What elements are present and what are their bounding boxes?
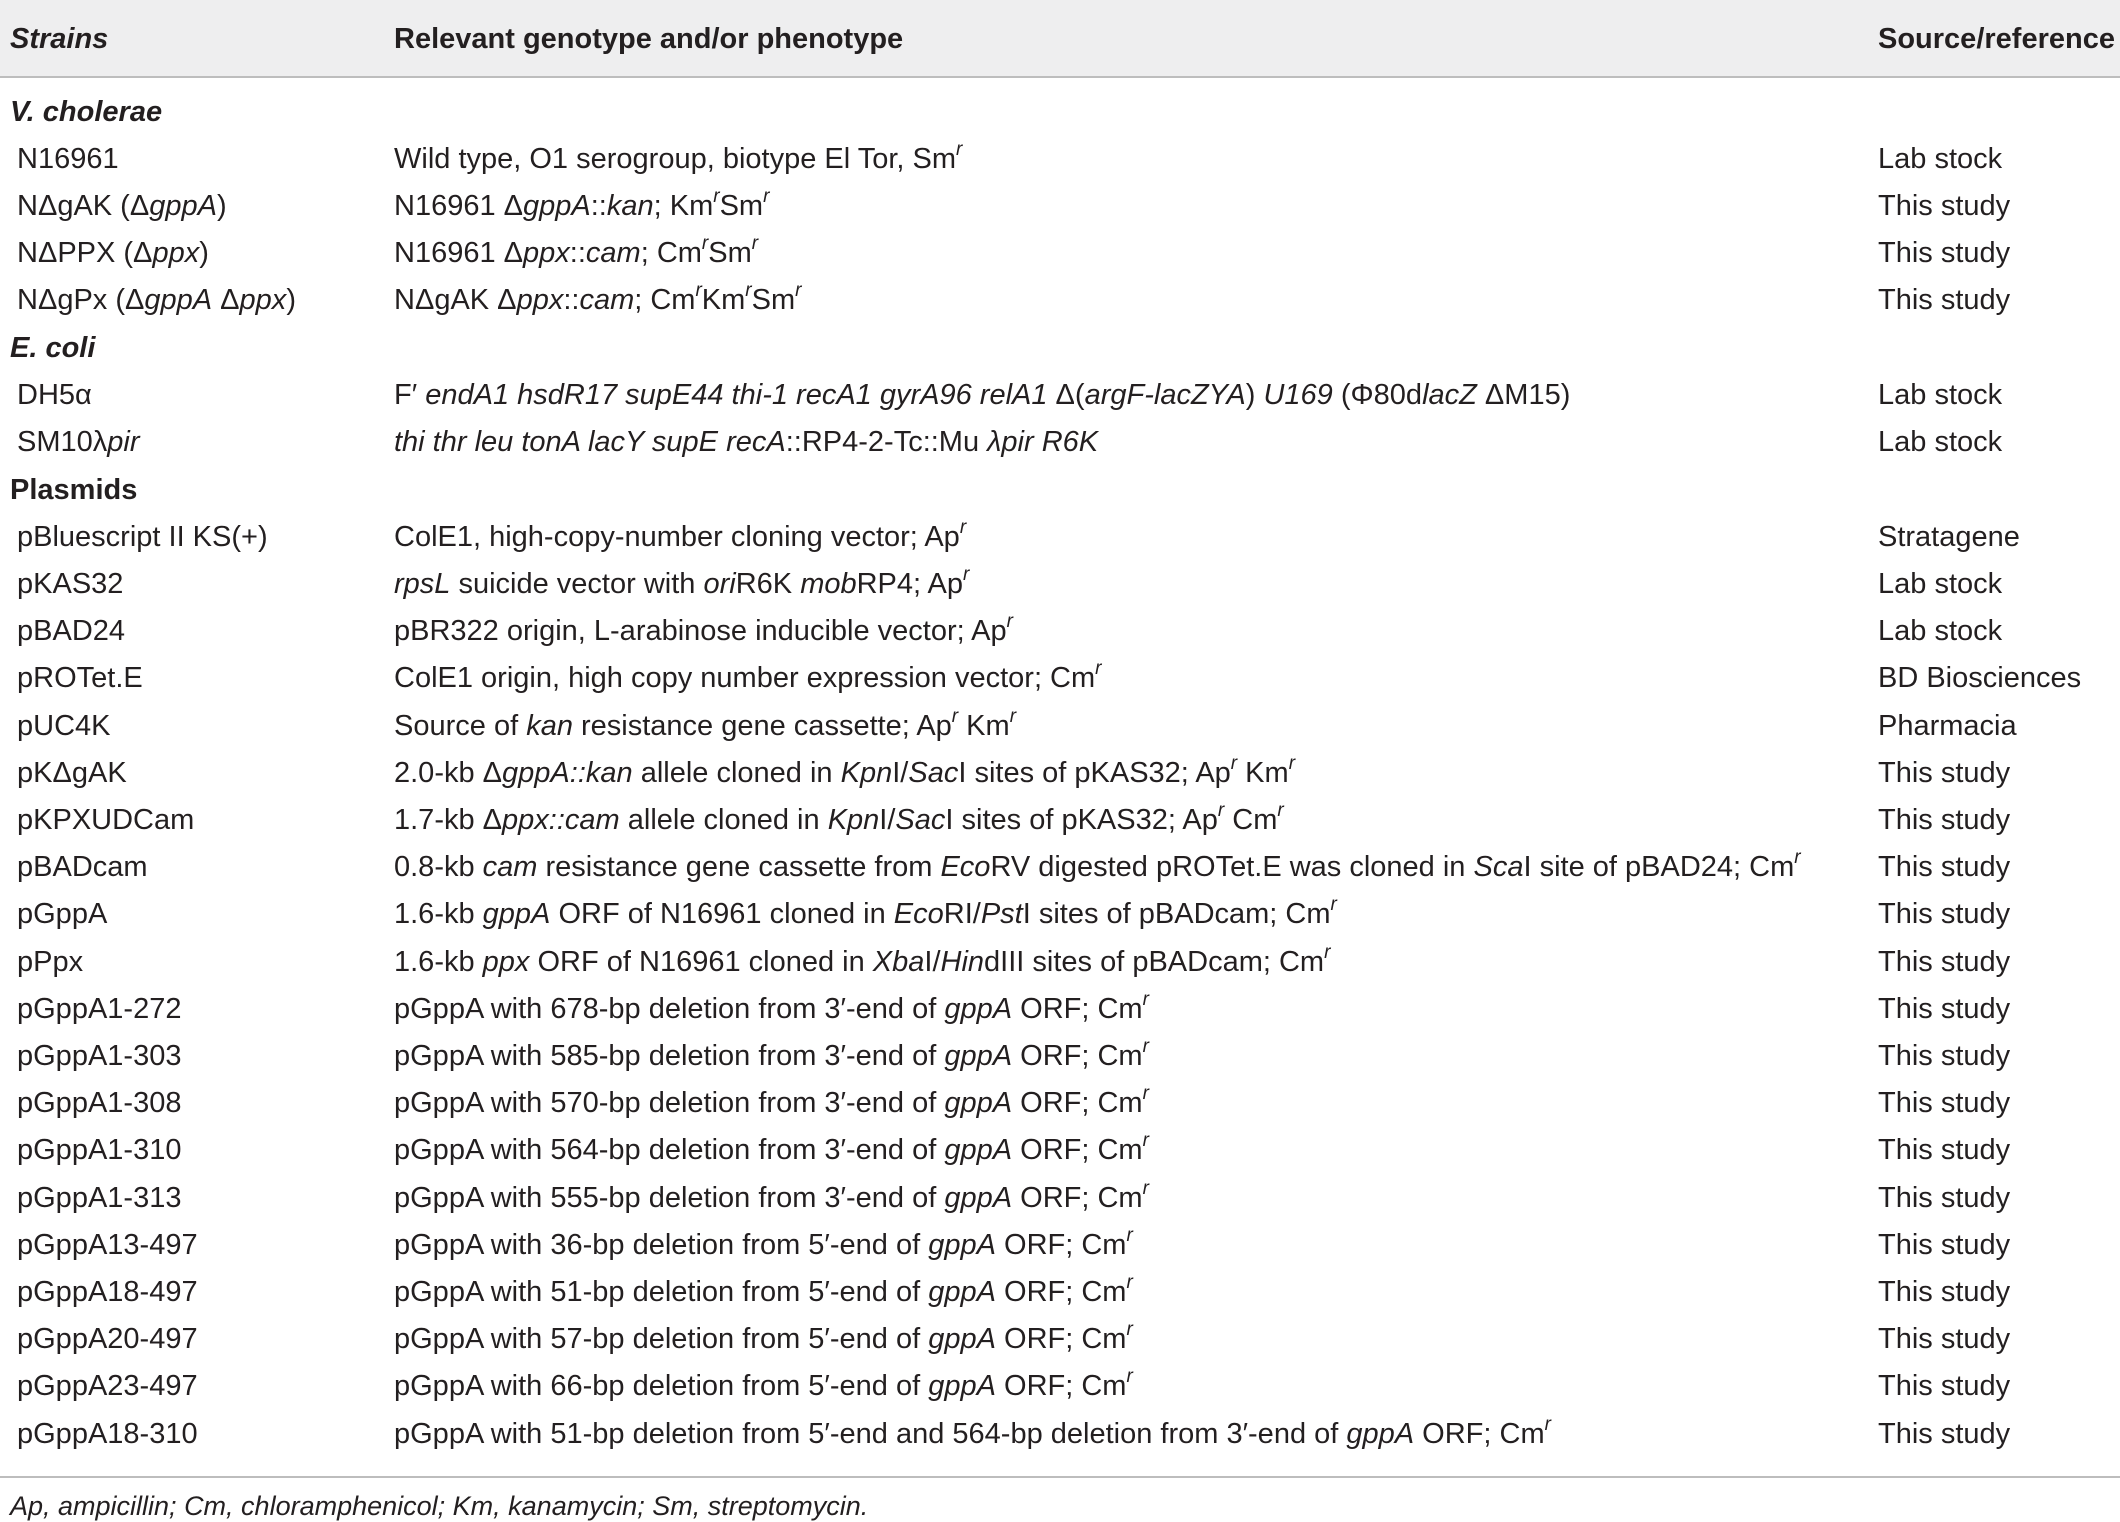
table-row-source: This study	[1878, 284, 2011, 316]
table-row-name: pBluescript II KS(+)	[17, 521, 268, 553]
table-row-genotype: N16961 Δppx::cam; Cm$^r$Sm$^r$	[394, 233, 759, 269]
table-row-source: Lab stock	[1878, 568, 2003, 600]
table-row-source: This study	[1878, 898, 2011, 930]
table-row-name: pKΔgAK	[17, 757, 127, 789]
table-row-genotype: Source of kan resistance gene cassette; Ap$^r$ Km$^r$	[394, 706, 1017, 742]
table-row-source: This study	[1878, 1276, 2011, 1308]
table-row-name: pKAS32	[17, 568, 124, 600]
table-row-source: This study	[1878, 946, 2011, 978]
table-row-source: This study	[1878, 993, 2011, 1025]
table-row-name: pPpx	[17, 946, 84, 978]
table-row-name: pGppA18-497	[17, 1276, 198, 1308]
table-row-source: This study	[1878, 1418, 2011, 1450]
table-row-source: This study	[1878, 237, 2011, 269]
table-row-source: This study	[1878, 1323, 2011, 1355]
table-row-source: This study	[1878, 1134, 2011, 1166]
table-row-genotype: pGppA with 36-bp deletion from 5′-end of gppA ORF; Cm$^r$	[394, 1225, 1133, 1261]
table-row-source: Lab stock	[1878, 379, 2003, 411]
table-row-genotype: pGppA with 570-bp deletion from 3′-end of gppA ORF; Cm$^r$	[394, 1083, 1149, 1119]
table-row-genotype: pGppA with 555-bp deletion from 3′-end of gppA ORF; Cm$^r$	[394, 1178, 1149, 1214]
table-row-name: DH5α	[17, 379, 92, 411]
table-row-genotype: F′ endA1 hsdR17 supE44 thi-1 recA1 gyrA96 relA1 Δ(argF-lacZYA) U169 (Φ80dlacZ ΔM15)	[394, 379, 1571, 411]
table-row-name: pGppA	[17, 898, 108, 930]
table-row-name: pGppA1-303	[17, 1040, 182, 1072]
table-row-name: pGppA1-272	[17, 993, 182, 1025]
table-row-genotype: pGppA with 57-bp deletion from 5′-end of gppA ORF; Cm$^r$	[394, 1319, 1133, 1355]
table-row-genotype: ColE1 origin, high copy number expression vector; Cm$^r$	[394, 658, 1102, 694]
table-row-name: pGppA13-497	[17, 1229, 198, 1261]
group-v-cholerae: V. cholerae	[10, 96, 163, 128]
table-row-genotype: 0.8-kb cam resistance gene cassette from EcoRV digested pROTet.E was cloned in ScaI site of pBAD24; Cm$^r$	[394, 847, 1801, 883]
table-row-genotype: pGppA with 678-bp deletion from 3′-end of gppA ORF; Cm$^r$	[394, 989, 1149, 1025]
table-row-genotype: pBR322 origin, L-arabinose inducible vector; Ap$^r$	[394, 611, 1013, 647]
table-row-name: SM10λpir	[17, 426, 140, 458]
table-footnote: Ap, ampicillin; Cm, chloramphenicol; Km, kanamycin; Sm, streptomycin.	[10, 1491, 869, 1521]
table-header-background	[0, 0, 2120, 78]
table-row-name: pROTet.E	[17, 662, 143, 694]
table-row-name: pGppA1-308	[17, 1087, 182, 1119]
table-row-genotype: pGppA with 66-bp deletion from 5′-end of gppA ORF; Cm$^r$	[394, 1366, 1133, 1402]
table-row-genotype: 1.7-kb Δppx::cam allele cloned in KpnI/SacI sites of pKAS32; Ap$^r$ Cm$^r$	[394, 800, 1284, 836]
table-row-genotype: rpsL suicide vector with oriR6K mobRP4; Ap$^r$	[394, 564, 970, 600]
table-row-source: This study	[1878, 1040, 2011, 1072]
table-row-source: Pharmacia	[1878, 710, 2017, 742]
table-row-genotype: 2.0-kb ΔgppA::kan allele cloned in KpnI/SacI sites of pKAS32; Ap$^r$ Km$^r$	[394, 753, 1296, 789]
table-row-genotype: ColE1, high-copy-number cloning vector; Ap$^r$	[394, 517, 967, 553]
table-row-name: pBADcam	[17, 851, 148, 883]
table-row-name: pGppA1-310	[17, 1134, 182, 1166]
table-row-genotype: thi thr leu tonA lacY supE recA::RP4-2-Tc::Mu λpir R6K	[394, 426, 1099, 458]
table-row-name: pGppA1-313	[17, 1182, 182, 1214]
table-row-genotype: pGppA with 564-bp deletion from 3′-end of gppA ORF; Cm$^r$	[394, 1130, 1149, 1166]
table-row-name: pGppA23-497	[17, 1370, 198, 1402]
table-row-genotype: pGppA with 51-bp deletion from 5′-end and 564-bp deletion from 3′-end of gppA ORF; Cm$^r$	[394, 1414, 1551, 1450]
table-row-source: This study	[1878, 757, 2011, 789]
table-row-source: Lab stock	[1878, 426, 2003, 458]
table-row-source: Lab stock	[1878, 615, 2003, 647]
table-row-source: This study	[1878, 190, 2011, 222]
table-row-name: NΔgPx (ΔgppA Δppx)	[17, 284, 296, 316]
table-row-genotype: 1.6-kb ppx ORF of N16961 cloned in XbaI/HindIII sites of pBADcam; Cm$^r$	[394, 942, 1331, 978]
table-row-name: pKPXUDCam	[17, 804, 195, 836]
table-row-name: pBAD24	[17, 615, 126, 647]
table-row-name: pGppA20-497	[17, 1323, 198, 1355]
table-row-genotype: Wild type, O1 serogroup, biotype El Tor, Sm$^r$	[394, 139, 963, 175]
table-row-source: BD Biosciences	[1878, 662, 2082, 694]
footer-rule	[0, 1476, 2120, 1478]
table-row-source: This study	[1878, 1370, 2011, 1402]
header-genotype: Relevant genotype and/or phenotype	[394, 23, 904, 55]
table-row-source: This study	[1878, 1229, 2011, 1261]
table-row-name: NΔgAK (ΔgppA)	[17, 190, 227, 222]
header-source: Source/reference	[1878, 23, 2115, 55]
table-row-source: This study	[1878, 1182, 2011, 1214]
table-row-name: N16961	[17, 143, 119, 175]
table-row-source: This study	[1878, 804, 2011, 836]
table-row-genotype: N16961 ΔgppA::kan; Km$^r$Sm$^r$	[394, 186, 770, 222]
table-row-name: NΔPPX (Δppx)	[17, 237, 209, 269]
table-row-source: Stratagene	[1878, 521, 2020, 553]
table-row-source: This study	[1878, 851, 2011, 883]
group-plasmids: Plasmids	[10, 474, 138, 506]
header-strains: Strains	[10, 23, 109, 55]
table-row-genotype: pGppA with 585-bp deletion from 3′-end of gppA ORF; Cm$^r$	[394, 1036, 1149, 1072]
header-rule	[0, 76, 2120, 78]
table-row-genotype: 1.6-kb gppA ORF of N16961 cloned in EcoRI/PstI sites of pBADcam; Cm$^r$	[394, 894, 1337, 930]
table-row-source: Lab stock	[1878, 143, 2003, 175]
table-row-name: pGppA18-310	[17, 1418, 198, 1450]
group-e-coli: E. coli	[10, 332, 96, 364]
table-row-genotype: NΔgAK Δppx::cam; Cm$^r$Km$^r$Sm$^r$	[394, 280, 802, 316]
table-row-name: pUC4K	[17, 710, 111, 742]
table-row-source: This study	[1878, 1087, 2011, 1119]
table-row-genotype: pGppA with 51-bp deletion from 5′-end of gppA ORF; Cm$^r$	[394, 1272, 1133, 1308]
